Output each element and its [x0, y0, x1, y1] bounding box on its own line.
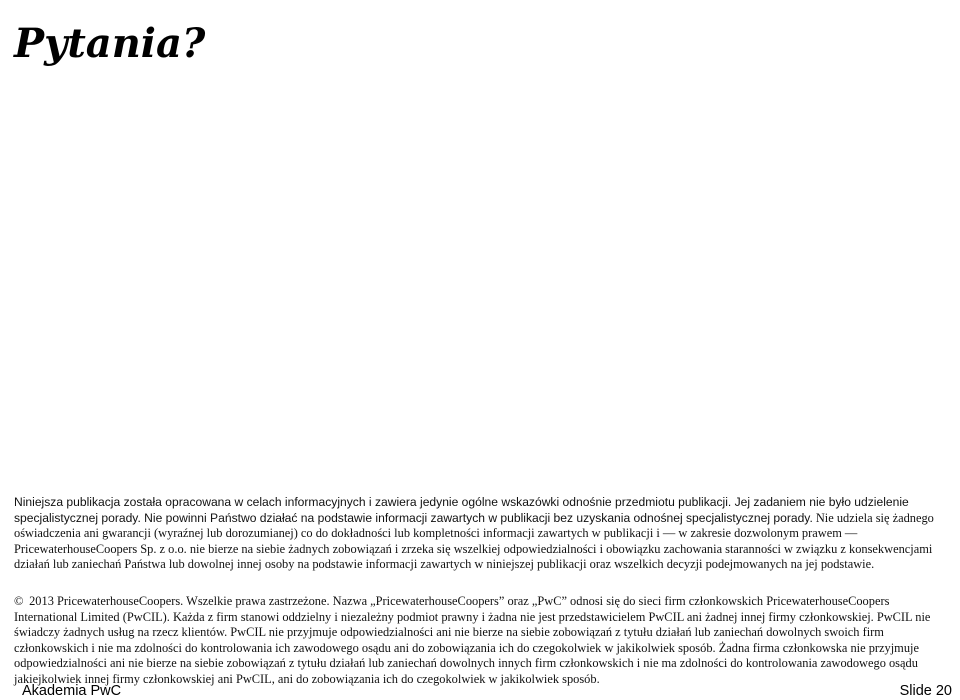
copyright-icon: © [14, 594, 24, 608]
copyright-text: 2013 PricewaterhouseCoopers. Wszelkie prawa zastrzeżone. Nazwa „PricewaterhouseCoopers” oraz „PwC” odnosi się do sieci firm członkowskich PricewaterhouseCoopers International Limited (PwCIL). Każda z firm stanowi oddzielny i niezależny podmiot prawny i żadna nie jest przedstawicielem PwCIL ani żadnej innej firmy członkowskiej. PwCIL nie świadczy żadnych usług na rzecz klientów. PwCIL nie przyjmuje odpowiedzialności ani nie bierze na siebie zobowiązań z tytułu działań lub zaniechań dowolnych swoich firm członkowskich i nie ma zdolności do kontrolowania ich zawodowego osądu ani do zobowiązania ich do czegokolwiek w jakikolwiek sposób. Żadna firma członkowska nie przyjmuje odpowiedzialności ani nie bierze na siebie zobowiązań z tytułu działań lub zaniechań dowolnych innych firm członkowskich i nie ma zdolności do kontrolowania zawodowego osądu jakiejkolwiek innej firmy członkowskiej ani PwCIL, ani do zobowiązania ich do czegokolwiek w jakikolwiek sposób. [14, 594, 931, 686]
footer-brand: Akademia PwC [22, 683, 122, 699]
disclaimer-paragraph [14, 495, 946, 573]
slide-number: Slide 20 [899, 683, 952, 699]
slide-title: Pytania? [14, 20, 206, 67]
disclaimer-text-part2: Nie udziela się żadnego oświadczenia ani gwarancji (wyraźnej lub dorozumianej) co do dokładności lub kompletności informacji zawartych w publikacji i — w zakresie dozwolonym prawem — PricewaterhouseCoopers Sp. z o.o. nie bierze na siebie żadnych zobowiązań i zrzeka się wszelkiej odpowiedzialności i obowiązku zachowania staranności w związku z konsekwencjami działań lub zaniechań Państwa lub dowolnej innej osoby na podstawie informacji zawartych w niniejszej publikacji oraz wszelkich decyzji podejmowanych na jej podstawie. [14, 510, 934, 572]
disclaimer-text-part1: Niniejsza publikacja została opracowana w celach informacyjnych i zawiera jedynie ogólne wskazówki odnośnie przedmiotu publikacji. Jej zadaniem nie było udzielenie specjalistycznej porady. Nie powinni Państwo działać na podstawie informacji zawartych w publikacji bez uzyskania odnośnej specjalistycznej porady. [14, 495, 909, 525]
copyright-paragraph [14, 594, 946, 688]
